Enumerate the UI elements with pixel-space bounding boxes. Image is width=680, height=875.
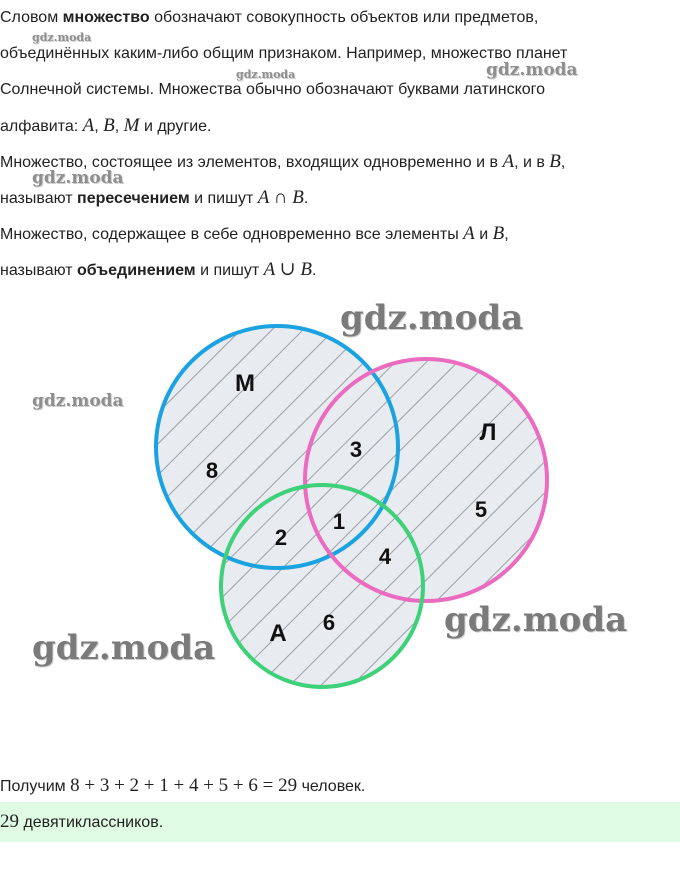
math-var: A (502, 151, 515, 172)
watermark: gdz.moda (32, 628, 216, 668)
paragraph-union (0, 216, 672, 288)
result-equation: 8 + 3 + 2 + 1 + 4 + 5 + 6 = 29 (70, 775, 298, 796)
watermark: gdz.moda (236, 68, 296, 81)
answer-text: девятиклассников. (19, 814, 164, 831)
text-line: алфавита: A, B, M и другие. (0, 115, 212, 136)
math-var: A (82, 115, 95, 136)
watermark: gdz.moda (444, 600, 628, 640)
text-line: называют пересечением и пишут A ∩ B. (0, 187, 309, 208)
math-var: A (463, 223, 475, 244)
region-count-l-a: 4 (378, 544, 392, 569)
region-count-m-a: 2 (274, 525, 288, 550)
set-label-l: Л (479, 419, 497, 446)
text-line: Словом множество обозначают совокупность объектов или предметов, (0, 9, 539, 26)
text-line: Солнечной системы. Множества обычно обозначают буквами латинского (0, 81, 546, 98)
answer-box (0, 802, 680, 842)
term-union: объединением (77, 262, 196, 279)
watermark: gdz.moda (32, 31, 92, 44)
watermark: gdz.moda (32, 168, 124, 188)
math-expression: A ∪ B (263, 259, 312, 280)
math-var: M (123, 115, 140, 136)
region-count-m-l: 3 (349, 437, 363, 462)
text-line: Множество, содержащее в себе одновременно все элементы A и B, (0, 223, 509, 244)
term-set: множество (62, 9, 150, 26)
watermark: gdz.moda (486, 60, 578, 80)
math-expression: A ∩ B (257, 187, 304, 208)
term-intersection: пересечением (77, 190, 190, 207)
text-line: объединённых каким-либо общим признаком. Например, множество планет (0, 45, 568, 62)
text-line: Множество, состоящее из элементов, входящих одновременно и в A, и в B, (0, 151, 566, 172)
math-var: B (549, 151, 561, 172)
math-var: B (492, 223, 505, 244)
watermark: gdz.moda (32, 391, 124, 411)
result-line: Получим 8 + 3 + 2 + 1 + 4 + 5 + 6 = 29 человек. (0, 775, 366, 796)
text-line: называют объединением и пишут A ∪ B. (0, 259, 317, 280)
region-count-a-only: 6 (322, 610, 336, 635)
region-count-all: 1 (332, 509, 346, 534)
set-label-a: А (269, 620, 287, 647)
watermark: gdz.moda (340, 298, 524, 338)
region-count-l-only: 5 (474, 497, 488, 522)
answer-number: 29 (0, 811, 19, 832)
region-count-m-only: 8 (205, 458, 219, 483)
set-label-m: М (235, 370, 255, 397)
math-var: B (103, 115, 115, 136)
